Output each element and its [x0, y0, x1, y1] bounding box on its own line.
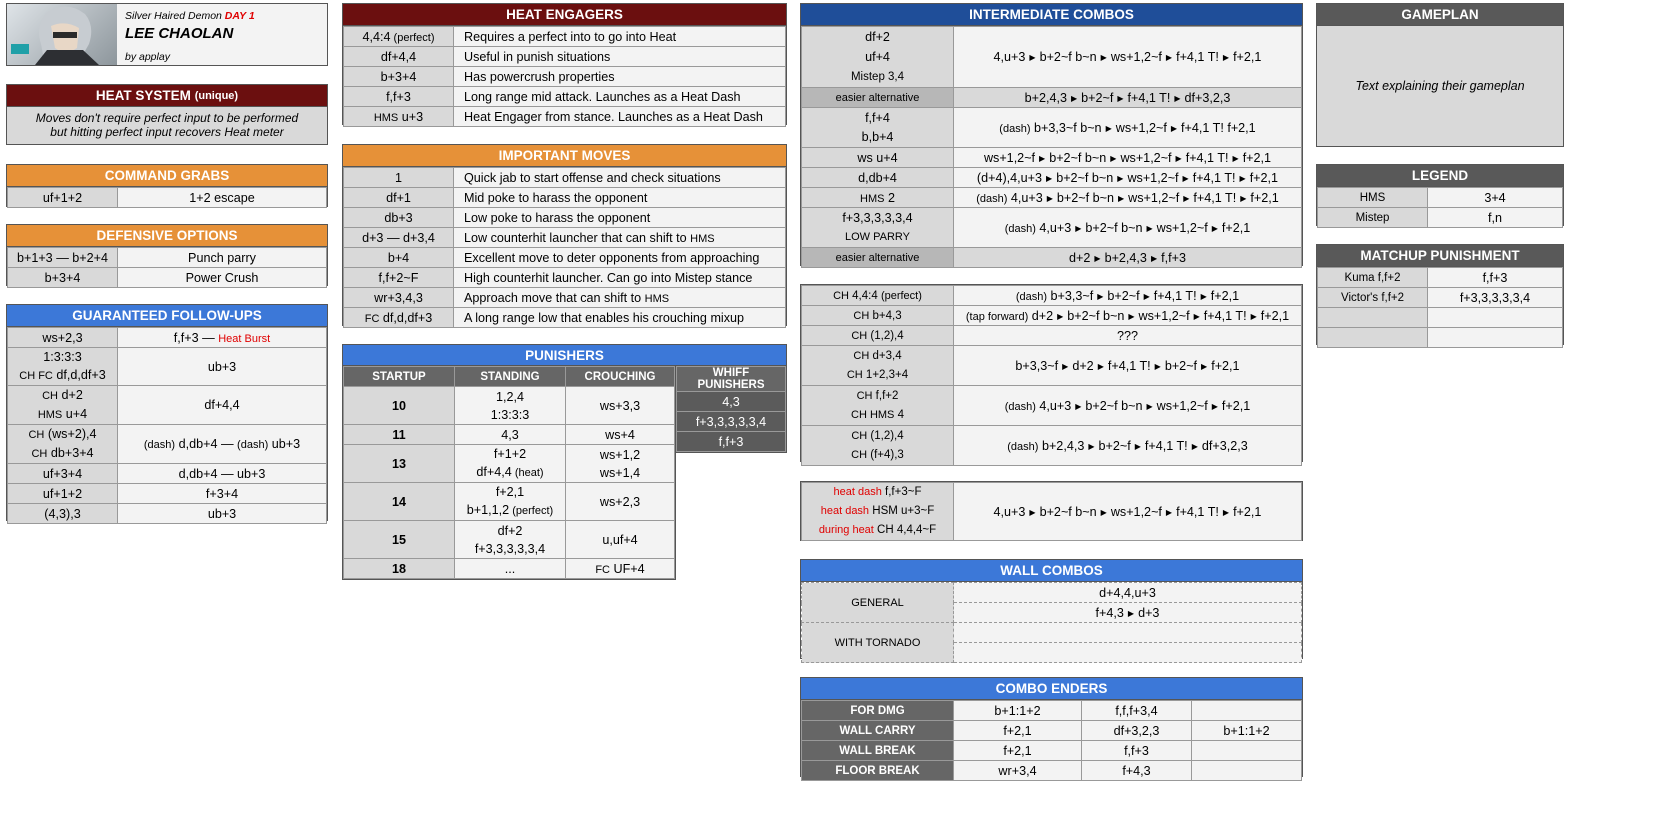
combo-step: b+2,4,3 — [1024, 90, 1067, 105]
combo-step: b+2~f b~n — [1056, 170, 1114, 185]
combo-step: b+3,3~f — [1015, 358, 1059, 373]
table-row: uf+1+2 1+2 escape — [8, 188, 327, 208]
table-row: 11 4,3 ws+4 — [344, 425, 675, 445]
triangle-right-icon: ▶ — [1239, 173, 1246, 183]
combo-step: d+2 — [1072, 358, 1094, 373]
combo-step: f+4,1 T! — [1127, 90, 1171, 105]
triangle-right-icon: ▶ — [1211, 401, 1218, 411]
table-row: 4,4:4 (perfect) Requires a perfect into to go into Heat — [344, 27, 786, 47]
table-row: FOR DMG b+1:1+2 f,f,f+3,4 — [802, 701, 1302, 721]
triangle-right-icon: ▶ — [1046, 193, 1053, 203]
combo-step: b+2~f b~n — [1085, 398, 1143, 413]
triangle-right-icon: ▶ — [1146, 401, 1153, 411]
combo-step: (d+4),4,u+3 — [976, 170, 1043, 185]
combo-step: ws+1,2~f — [1120, 150, 1172, 165]
table-header-row: WHIFF PUNISHERS — [677, 367, 786, 392]
important-moves-header: IMPORTANT MOVES — [343, 145, 786, 167]
combo-step: b+2~f b~n — [1049, 150, 1107, 165]
combo-step: f+2,1 — [1233, 50, 1262, 64]
table-row: wr+3,4,3 Approach move that can shift to HMS — [344, 288, 786, 308]
combo-step: ws+1,2~f — [1128, 190, 1180, 205]
table-row: 1:3:3:3 CH FC df,d,df+3 ub+3 — [8, 348, 327, 386]
triangle-right-icon: ▶ — [1182, 173, 1189, 183]
triangle-right-icon: ▶ — [1075, 223, 1082, 233]
triangle-right-icon: ▶ — [1222, 53, 1230, 63]
combo-step: d+3 — [1138, 605, 1160, 620]
table-row: b+1+3 — b+2+4 Punch parry — [8, 248, 327, 268]
combo-prefix: (tap forward) — [965, 310, 1029, 323]
table-row: heat dash f,f+3~F heat dash HSM u+3~F during heat CH 4,4,4~F 4,u+3 ▶ b+2~f b~n ▶ ws+1,2~f ▶ f+4,1 T! ▶ f+2,1 — [802, 483, 1302, 541]
triangle-right-icon: ▶ — [1075, 401, 1082, 411]
combo-step: 4,u+3 — [1007, 190, 1043, 205]
triangle-right-icon: ▶ — [1088, 441, 1095, 451]
table-row: db+3 Low poke to harass the opponent — [344, 208, 786, 228]
combo-step: b+2~f — [1081, 90, 1114, 105]
table-row: HMS 3+4 — [1318, 188, 1563, 208]
triangle-right-icon: ▶ — [1154, 361, 1161, 371]
profile-panel — [6, 3, 328, 66]
table-row: HMS u+3 Heat Engager from stance. Launches as a Heat Dash — [344, 107, 786, 127]
triangle-right-icon: ▶ — [1046, 173, 1053, 183]
triangle-right-icon: ▶ — [1165, 53, 1173, 63]
table-header-row: STARTUP STANDING CROUCHING — [344, 367, 675, 387]
table-row: easier alternative d+2 ▶ b+2,4,3 ▶ f,f+3 — [802, 248, 1302, 268]
table-row — [1318, 308, 1563, 328]
triangle-right-icon: ▶ — [1100, 53, 1107, 63]
wall-combos-header: WALL COMBOS — [801, 560, 1302, 582]
combo-step: f,f+3 — [1161, 250, 1186, 265]
triangle-right-icon: ▶ — [1097, 291, 1104, 301]
portrait-image — [7, 4, 117, 65]
combo-step: 4,u+3 — [1035, 398, 1072, 413]
table-row: b+3+4 Power Crush — [8, 268, 327, 288]
table-row: df+4,4 Useful in punish situations — [344, 47, 786, 67]
gameplan-panel — [1316, 3, 1564, 147]
legend-header: LEGEND — [1317, 165, 1563, 187]
combo-step: f+4,1 T! — [1144, 438, 1188, 453]
combo-starter: CH (1,2),4 — [851, 429, 904, 442]
combo-step: b+2~f b~n — [1039, 504, 1097, 519]
triangle-right-icon: ▶ — [1170, 123, 1177, 133]
table-row: FLOOR BREAK wr+3,4 f+4,3 — [802, 761, 1302, 781]
combo-step: b+2~f — [1098, 438, 1131, 453]
triangle-right-icon: ▶ — [1146, 223, 1153, 233]
triangle-right-icon: ▶ — [1183, 193, 1190, 203]
defensive-options-header: DEFENSIVE OPTIONS — [7, 225, 327, 247]
combo-step: f+4,1 T! — [1176, 50, 1219, 64]
combo-starter: CH f,f+2 — [856, 389, 899, 402]
heat-system-panel — [6, 84, 328, 145]
combo-step: 4,u+3 — [1035, 220, 1072, 235]
triangle-right-icon: ▶ — [1117, 173, 1124, 183]
table-row: b+4 Excellent move to deter opponents from approaching — [344, 248, 786, 268]
combo-step: f+2,1 — [1250, 190, 1279, 205]
combo-step: f+4,1 T! — [1203, 308, 1247, 323]
table-row: d+3 — d+3,4 Low counterhit launcher that can shift to HMS — [344, 228, 786, 248]
legend-panel — [1316, 164, 1564, 226]
combo-step: ws+1,2~f — [983, 150, 1036, 165]
table-row — [1318, 328, 1563, 348]
table-row: Victor's f,f+2 f+3,3,3,3,3,4 — [1318, 288, 1563, 308]
table-row: 4,3 — [677, 392, 786, 412]
table-row: GENERAL d+4,4,u+3 — [802, 583, 1302, 603]
combo-starter: CH HMS 4 — [851, 408, 904, 421]
heat-system-header: HEAT SYSTEM (unique) — [7, 85, 327, 107]
combo-step: f+2,1 — [1233, 504, 1262, 519]
table-row: WALL CARRY f+2,1 df+3,2,3 b+1:1+2 — [802, 721, 1302, 741]
table-row: f,f+3 Long range mid attack. Launches as a Heat Dash — [344, 87, 786, 107]
combo-step: f+2,1 — [1260, 308, 1290, 323]
triangle-right-icon: ▶ — [1193, 311, 1200, 321]
triangle-right-icon: ▶ — [1100, 507, 1107, 517]
combo-step: df+3,2,3 — [1201, 438, 1248, 453]
defensive-options-panel — [6, 224, 328, 286]
triangle-right-icon: ▶ — [1062, 361, 1069, 371]
table-row: WALL BREAK f+2,1 f,f+3 — [802, 741, 1302, 761]
combo-step: f+2,1 — [1242, 150, 1272, 165]
triangle-right-icon: ▶ — [1105, 123, 1112, 133]
triangle-right-icon: ▶ — [1150, 253, 1158, 263]
character-subtitle: Silver Haired Demon DAY 1 — [125, 10, 255, 22]
table-row: Kuma f,f+2 f,f+3 — [1318, 268, 1563, 288]
combo-step: b+3,3~f — [1047, 288, 1094, 303]
punishers-panel — [342, 344, 787, 618]
whiff-punishers — [675, 366, 787, 453]
combo-step: b+2,4,3 — [1038, 438, 1085, 453]
combo-step: b+2~f b~n — [1085, 220, 1143, 235]
heat-combos-panel — [800, 481, 1303, 541]
triangle-right-icon: ▶ — [1110, 153, 1117, 163]
combo-step: f+4,1 T! — [1176, 504, 1219, 519]
combo-step: ws+1,2~f — [1110, 50, 1162, 64]
combo-step: b+2,4,3 — [1104, 250, 1147, 265]
combo-step: ws+1,2~f — [1138, 308, 1190, 323]
table-row: d,db+4 (d+4),4,u+3 ▶ b+2~f b~n ▶ ws+1,2~f ▶ f+4,1 T! ▶ f+2,1 — [802, 168, 1302, 188]
combo-step: ??? — [1116, 328, 1138, 343]
combo-starter: CH b+4,3 — [853, 309, 902, 322]
combo-step: f+4,1 T! — [1185, 150, 1229, 165]
table-row: Mistep f,n — [1318, 208, 1563, 228]
intermediate-combos-panel — [800, 3, 1303, 266]
heat-system-text: Moves don't require perfect input to be performed but hitting perfect input recovers Heat meter — [7, 107, 327, 144]
combo-step: d+2 — [1028, 308, 1054, 323]
combo-step: f+2,1 — [1210, 288, 1240, 303]
combo-step: b+2~f — [1107, 288, 1140, 303]
combo-prefix: (dash) — [1007, 440, 1039, 453]
triangle-right-icon: ▶ — [1165, 507, 1173, 517]
combo-starter: CH 4,4:4 (perfect) — [833, 289, 922, 302]
combo-step: b+2~f b~n — [1039, 50, 1097, 64]
table-row: f,f+4 b,b+4 (dash) b+3,3~f b~n ▶ ws+1,2~f ▶ f+4,1 T! f+2,1 — [802, 108, 1302, 148]
combo-enders-panel — [800, 677, 1303, 777]
table-row: b+3+4 Has powercrush properties — [344, 67, 786, 87]
triangle-right-icon: ▶ — [1191, 441, 1198, 451]
table-row: df+1 Mid poke to harass the opponent — [344, 188, 786, 208]
table-row: 15 df+2 f+3,3,3,3,3,4 u,uf+4 — [344, 521, 675, 559]
combo-step: f+4,1 T! — [1107, 358, 1151, 373]
heat-engagers-panel — [342, 3, 787, 125]
table-row: f+3,3,3,3,3,4 LOW PARRY (dash) 4,u+3 ▶ b+2~f b~n ▶ ws+1,2~f ▶ f+2,1 — [802, 208, 1302, 248]
table-row: HMS 2 (dash) 4,u+3 ▶ b+2~f b~n ▶ ws+1,2~f ▶ f+4,1 T! ▶ f+2,1 — [802, 188, 1302, 208]
table-row: 14 f+2,1 b+1,1,2 (perfect) ws+2,3 — [344, 483, 675, 521]
combo-step: 4,u+3 — [993, 504, 1026, 519]
triangle-right-icon: ▶ — [1240, 193, 1247, 203]
triangle-right-icon: ▶ — [1128, 311, 1135, 321]
combo-prefix: (dash) — [1004, 222, 1036, 235]
combo-step: f+2,1 — [1249, 170, 1279, 185]
important-moves-panel — [342, 144, 787, 326]
combo-step: ws+1,2~f — [1156, 398, 1208, 413]
combo-step: ws+1,2~f — [1115, 120, 1167, 135]
author-credit: by applay — [125, 51, 170, 63]
triangle-right-icon: ▶ — [1029, 507, 1036, 517]
triangle-right-icon: ▶ — [1143, 291, 1150, 301]
combo-starter: CH d+3,4 — [853, 349, 902, 362]
table-row: 18 ... FC UF+4 — [344, 559, 675, 579]
table-row: 13 f+1+2 df+4,4 (heat) ws+1,2 ws+1,4 — [344, 445, 675, 483]
command-grabs-panel — [6, 164, 328, 207]
combo-step: f+2,1 — [1221, 398, 1251, 413]
guaranteed-followups-panel — [6, 304, 328, 521]
command-grabs-header: COMMAND GRABS — [7, 165, 327, 187]
triangle-right-icon: ▶ — [1134, 441, 1141, 451]
table-row — [802, 426, 1302, 466]
table-row: FC df,d,df+3 A long range low that enables his crouching mixup — [344, 308, 786, 328]
matchup-header: MATCHUP PUNISHMENT — [1317, 245, 1563, 267]
combo-prefix: (dash) — [999, 122, 1031, 135]
combo-starter: CH 1+2,3+4 — [846, 368, 909, 381]
combo-step: f+4,3 — [1095, 605, 1124, 620]
combo-step: b+3,3~f b~n — [1030, 120, 1102, 135]
triangle-right-icon: ▶ — [1200, 291, 1207, 301]
combo-step: f+4,1 T! — [1153, 288, 1197, 303]
combo-step: b+2~f — [1164, 358, 1198, 373]
triangle-right-icon: ▶ — [1201, 361, 1208, 371]
combo-step: 4,u+3 — [993, 50, 1026, 64]
table-row: ws u+4 ws+1,2~f ▶ b+2~f b~n ▶ ws+1,2~f ▶ f+4,1 T! ▶ f+2,1 — [802, 148, 1302, 168]
table-row — [802, 306, 1302, 326]
combo-step: f+4,1 T! — [1192, 170, 1236, 185]
table-row — [802, 386, 1302, 426]
triangle-right-icon: ▶ — [1094, 253, 1101, 263]
combo-step: f+2,1 — [1211, 358, 1240, 373]
triangle-right-icon: ▶ — [1097, 361, 1104, 371]
triangle-right-icon: ▶ — [1029, 53, 1036, 63]
triangle-right-icon: ▶ — [1039, 153, 1046, 163]
table-row: ws+2,3 f,f+3 — Heat Burst — [8, 328, 327, 348]
table-row — [802, 326, 1302, 346]
combo-step: f+4,1 T! — [1193, 190, 1237, 205]
combo-step: b+2~f b~n — [1056, 190, 1114, 205]
gameplan-text: Text explaining their gameplan — [1317, 26, 1563, 146]
combo-prefix: (dash) — [1015, 290, 1048, 303]
triangle-right-icon: ▶ — [1222, 507, 1230, 517]
triangle-right-icon: ▶ — [1117, 93, 1124, 103]
punishers-header: PUNISHERS — [342, 344, 787, 366]
table-row: (4,3),3 ub+3 — [8, 504, 327, 524]
character-portrait — [7, 4, 117, 65]
combo-prefix: (dash) — [1004, 400, 1036, 413]
table-row: CH d+2 HMS u+4 df+4,4 — [8, 386, 327, 425]
table-row: df+2 uf+4 Mistep 3,4 4,u+3 ▶ b+2~f b~n ▶ ws+1,2~f ▶ f+4,1 T! ▶ f+2,1 — [802, 27, 1302, 88]
table-row: CH (ws+2),4 CH db+3+4 (dash) d,db+4 — (dash) ub+3 — [8, 425, 327, 464]
heat-engagers-header: HEAT ENGAGERS — [343, 4, 786, 26]
table-row: uf+1+2 f+3+4 — [8, 484, 327, 504]
combo-enders-header: COMBO ENDERS — [801, 678, 1302, 700]
triangle-right-icon: ▶ — [1174, 93, 1181, 103]
combo-step: b+2~f b~n — [1067, 308, 1125, 323]
triangle-right-icon: ▶ — [1250, 311, 1257, 321]
table-row: f,f+3 — [677, 432, 786, 452]
combo-starter: CH (f+4),3 — [851, 448, 904, 461]
table-row — [802, 346, 1302, 386]
matchup-punishment-panel — [1316, 244, 1564, 345]
triangle-right-icon: ▶ — [1057, 311, 1064, 321]
combo-prefix: (dash) — [976, 192, 1008, 205]
combo-step: df+3,2,3 — [1184, 90, 1231, 105]
table-row: easier alternative b+2,4,3 ▶ b+2~f ▶ f+4,1 T! ▶ df+3,2,3 — [802, 88, 1302, 108]
combo-step: ws+1,2~f — [1156, 220, 1208, 235]
character-name: LEE CHAOLAN — [125, 25, 234, 42]
table-row: uf+3+4 d,db+4 — ub+3 — [8, 464, 327, 484]
table-row: f+3,3,3,3,3,4 — [677, 412, 786, 432]
triangle-right-icon: ▶ — [1211, 223, 1218, 233]
combo-starter: CH (1,2),4 — [851, 329, 904, 342]
combo-step: d+2 — [1069, 250, 1091, 265]
triangle-right-icon: ▶ — [1175, 153, 1182, 163]
triangle-right-icon: ▶ — [1127, 608, 1135, 618]
punishers-table — [343, 366, 675, 579]
intermediate-combos-header: INTERMEDIATE COMBOS — [801, 4, 1302, 26]
wall-combos-panel — [800, 559, 1303, 659]
table-row: f,f+2~F High counterhit launcher. Can go into Mistep stance — [344, 268, 786, 288]
triangle-right-icon: ▶ — [1118, 193, 1125, 203]
followups-header: GUARANTEED FOLLOW-UPS — [7, 305, 327, 327]
gameplan-header: GAMEPLAN — [1317, 4, 1563, 26]
table-row: 10 1,2,4 1:3:3:3 ws+3,3 — [344, 387, 675, 425]
combo-step: f+4,1 T! f+2,1 — [1181, 120, 1256, 135]
triangle-right-icon: ▶ — [1232, 153, 1239, 163]
combo-step: ws+1,2~f — [1127, 170, 1179, 185]
table-row: WITH TORNADO — [802, 623, 1302, 643]
table-row: 1 Quick jab to start offense and check situations — [344, 168, 786, 188]
combo-step: f+2,1 — [1221, 220, 1251, 235]
triangle-right-icon: ▶ — [1070, 93, 1078, 103]
table-row — [802, 286, 1302, 306]
counterhit-combos-panel — [800, 284, 1303, 462]
combo-step: ws+1,2~f — [1110, 504, 1162, 519]
